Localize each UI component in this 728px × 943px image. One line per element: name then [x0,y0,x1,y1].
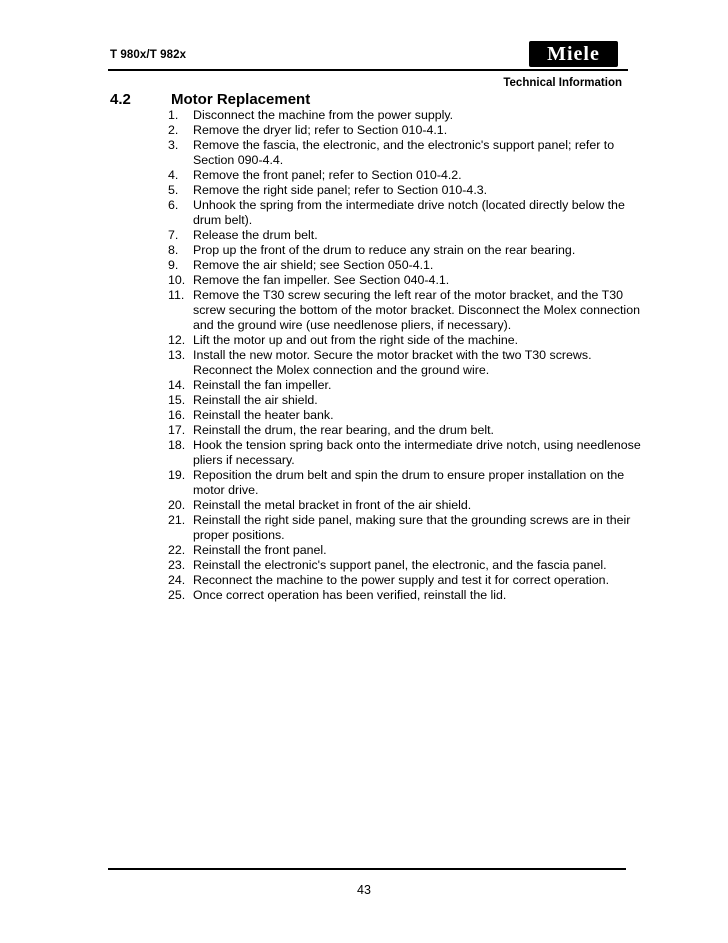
step-number: 15. [168,393,186,407]
step-number: 10. [168,273,186,287]
procedure-step [168,558,654,573]
step-text: Reinstall the heater bank. [193,408,334,422]
step-number: 6. [168,198,179,212]
step-text: Reinstall the drum, the rear bearing, and the drum belt. [193,423,494,437]
step-text: Install the new motor. Secure the motor bracket with the two T30 screws. Reconnect the Molex connection and the ground wire. [193,348,592,377]
procedure-step [168,198,654,228]
procedure-step [168,378,654,393]
step-number: 25. [168,588,186,602]
step-number: 9. [168,258,179,272]
procedure-step [168,333,654,348]
section-title: Motor Replacement [171,91,311,108]
procedure-step [168,408,654,423]
procedure-step [168,438,654,468]
procedure-step [168,108,654,123]
step-text: Reinstall the air shield. [193,393,318,407]
step-text: Reinstall the right side panel, making sure that the grounding screws are in their proper positions. [193,513,631,542]
procedure-step [168,513,654,543]
step-text: Lift the motor up and out from the right side of the machine. [193,333,519,347]
step-number: 22. [168,543,186,557]
step-text: Reinstall the electronic's support panel, the electronic, and the fascia panel. [193,558,607,572]
page-number: 43 [357,883,371,897]
step-text: Reinstall the front panel. [193,543,327,557]
procedure-step [168,273,654,288]
procedure-steps-list [168,108,654,603]
step-number: 8. [168,243,179,257]
step-number: 7. [168,228,179,242]
step-number: 20. [168,498,186,512]
step-text: Remove the air shield; see Section 050-4.1. [193,258,434,272]
step-number: 21. [168,513,186,527]
logo-wordmark: Miele [547,43,600,65]
miele-logo [529,41,618,67]
step-text: Remove the fascia, the electronic, and the electronic's support panel; refer to Section 090-4.4. [193,138,615,167]
procedure-step [168,588,654,603]
step-number: 2. [168,123,179,137]
step-text: Once correct operation has been verified, reinstall the lid. [193,588,507,602]
step-number: 5. [168,183,179,197]
procedure-step [168,573,654,588]
step-number: 18. [168,438,186,452]
procedure-step [168,243,654,258]
step-number: 13. [168,348,186,362]
step-text: Hook the tension spring back onto the intermediate drive notch, using needlenose pliers if necessary. [193,438,641,467]
footer-divider [108,868,626,870]
step-text: Remove the dryer lid; refer to Section 010-4.1. [193,123,448,137]
procedure-step [168,288,654,333]
step-number: 12. [168,333,186,347]
procedure-step [168,423,654,438]
procedure-step [168,138,654,168]
step-text: Release the drum belt. [193,228,318,242]
procedure-step [168,123,654,138]
procedure-step [168,468,654,498]
procedure-step [168,543,654,558]
procedure-step [168,498,654,513]
step-number: 11. [168,288,185,302]
step-text: Reconnect the machine to the power supply and test it for correct operation. [193,573,610,587]
step-text: Reinstall the metal bracket in front of the air shield. [193,498,472,512]
step-number: 23. [168,558,186,572]
step-number: 24. [168,573,186,587]
procedure-step [168,228,654,243]
step-text: Disconnect the machine from the power supply. [193,108,454,122]
step-number: 19. [168,468,186,482]
procedure-step [168,258,654,273]
procedure-step [168,348,654,378]
step-text: Remove the front panel; refer to Section 010-4.2. [193,168,462,182]
step-number: 16. [168,408,186,422]
step-number: 3. [168,138,179,152]
step-text: Reposition the drum belt and spin the drum to ensure proper installation on the motor drive. [193,468,625,497]
procedure-step [168,168,654,183]
step-number: 4. [168,168,179,182]
document-type-label: Technical Information [503,77,622,89]
procedure-step [168,393,654,408]
step-number: 17. [168,423,186,437]
header-divider [108,69,628,71]
procedure-step [168,183,654,198]
step-text: Reinstall the fan impeller. [193,378,332,392]
model-number: T 980x/T 982x [110,49,187,61]
step-number: 1. [168,108,179,122]
step-text: Remove the right side panel; refer to Section 010-4.3. [193,183,488,197]
step-text: Remove the fan impeller. See Section 040-4.1. [193,273,450,287]
step-text: Remove the T30 screw securing the left rear of the motor bracket, and the T30 screw securing the bottom of the motor bracket. Disconnect the Molex connection and the ground wire (use needlenose pliers, if necessary). [193,288,640,332]
step-text: Unhook the spring from the intermediate drive notch (located directly below the drum belt). [193,198,625,227]
step-text: Prop up the front of the drum to reduce any strain on the rear bearing. [193,243,576,257]
step-number: 14. [168,378,186,392]
section-number: 4.2 [110,91,131,108]
